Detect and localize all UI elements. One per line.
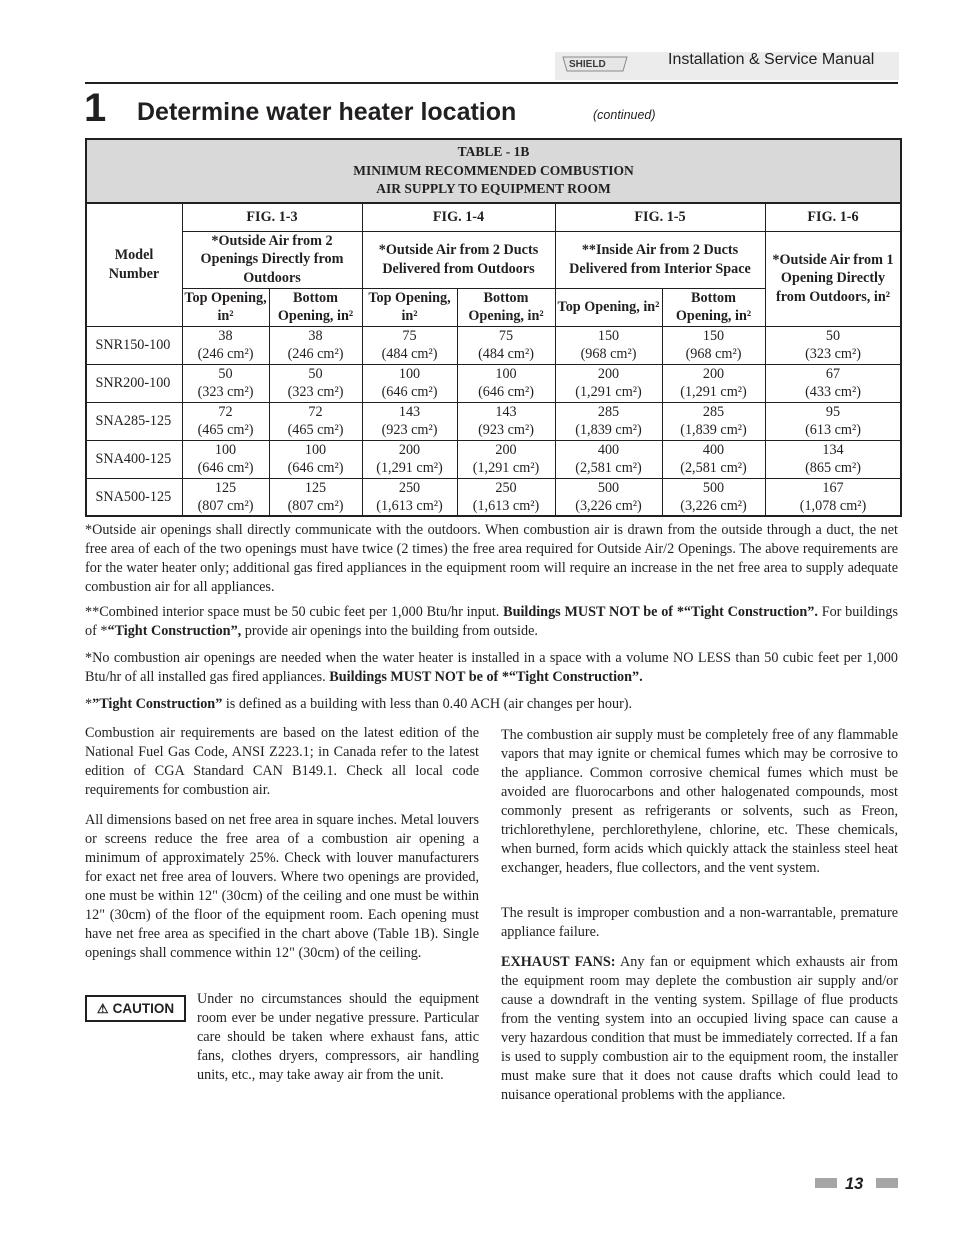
fig-header: FIG. 1-3 <box>182 203 362 231</box>
note-no-openings: *No combustion air openings are needed when the water heater is installed in a space with a volume NO LESS than 50 cubic feet per 1,000 Btu/hr of all installed gas fired appliances. Buildings MUST NOT be of *“Tight Construction”. <box>85 650 898 685</box>
sub-header-bottom: Bottom Opening, in² <box>269 288 362 326</box>
model-number: SNA500-125 <box>86 478 182 516</box>
table-cell: 200 (1,291 cm²) <box>662 364 765 402</box>
left-paragraph-1: Combustion air requirements are based on the latest edition of the National Fuel Gas Code, ANSI Z223.1; in Canada refer to the latest edition of CGA Standard CAN B149.1. Check all local code requirements for combustion air. <box>85 725 479 798</box>
fig-description: **Inside Air from 2 Ducts Delivered from Interior Space <box>555 231 765 288</box>
table-cell: 125 (807 cm²) <box>269 478 362 516</box>
combustion-air-table <box>85 138 902 517</box>
table-cell: 100 (646 cm²) <box>269 440 362 478</box>
note-outside-air: *Outside air openings shall directly communicate with the outdoors. When combustion air is drawn from the outside through a duct, the net free area of each of the two openings must have twice (2 times) the free area required for Outside Air/2 Openings. The above requirements are for the water heater only; additional gas fired appliances in the equipment room will require an increase in the net free area to supply adequate combustion air for all appliances. <box>85 522 898 595</box>
table-cell: 285 (1,839 cm²) <box>662 402 765 440</box>
table-cell: 75 (484 cm²) <box>457 326 555 364</box>
right-paragraph-1: The combustion air supply must be completely free of any flammable vapors that may ignite or chemical fumes which may be corrosive to the appliance. Common corrosive chemical fumes which must be avoided are fluorocarbons and other halogenated compounds, most commonly present as refrigerants or solvents, such as Freon, trichlorethylene, perchlorethylene, chlorine, etc. These chemicals, when burned, form acids which quickly attack the stainless steel heat exchanger, headers, flue collectors, and the vent system. <box>501 727 898 876</box>
fig-header: FIG. 1-6 <box>765 203 901 231</box>
table-title <box>86 139 901 203</box>
table-row <box>86 440 901 478</box>
footer-bar-right <box>876 1178 898 1188</box>
right-paragraph-2: The result is improper combustion and a non-warrantable, premature appliance failure. <box>501 905 898 940</box>
table-cell: 38 (246 cm²) <box>182 326 269 364</box>
model-number: SNA400-125 <box>86 440 182 478</box>
page-number: 13 <box>845 1175 864 1193</box>
section-number: 1 <box>84 86 107 130</box>
section-title: Determine water heater location <box>137 98 517 126</box>
sub-header-top: Top Opening, in² <box>555 288 662 326</box>
table-cell: 500 (3,226 cm²) <box>662 478 765 516</box>
fig-description: *Outside Air from 1 Opening Directly from Outdoors, in² <box>765 231 901 326</box>
table-cell: 67 (433 cm²) <box>765 364 901 402</box>
manual-title: Installation & Service Manual <box>668 51 875 68</box>
logo-text: SHIELD <box>569 59 606 70</box>
fig-description: *Outside Air from 2 Openings Directly from Outdoors <box>182 231 362 288</box>
header-rule <box>85 82 898 84</box>
table-cell: 95 (613 cm²) <box>765 402 901 440</box>
sub-header-top: Top Opening, in² <box>362 288 457 326</box>
table-row <box>86 326 901 364</box>
table-cell: 285 (1,839 cm²) <box>555 402 662 440</box>
table-row <box>86 402 901 440</box>
table-title-line: TABLE - 1B <box>457 144 530 160</box>
table-cell: 250 (1,613 cm²) <box>362 478 457 516</box>
table-cell: 75 (484 cm²) <box>362 326 457 364</box>
caution-text: Under no circumstances should the equipment room ever be under negative pressure. Particular care should be taken where exhaust fans, attic fans, clothes dryers, compressors, air handling units, etc., may take away air from the unit. <box>197 991 479 1083</box>
table-cell: 167 (1,078 cm²) <box>765 478 901 516</box>
table-title-line: MINIMUM RECOMMENDED COMBUSTION <box>353 162 634 178</box>
table-cell: 50 (323 cm²) <box>269 364 362 402</box>
fig-header: FIG. 1-4 <box>362 203 555 231</box>
table-cell: 100 (646 cm²) <box>182 440 269 478</box>
continued-label: (continued) <box>593 108 656 122</box>
left-paragraph-2: All dimensions based on net free area in square inches. Metal louvers or screens reduce the free area of a combustion air opening a minimum of approximately 25%. Check with louver manufacturers for exact net free area of louvers. Where two openings are provided, one must be within 12" (30cm) of the ceiling and one must be within 12" (30cm) of the floor of the equipment room. Each opening must have net free area as specified in the chart above (Table 1B). Single openings shall commence within 12" (30cm) of the ceiling. <box>85 812 479 961</box>
right-paragraph-exhaust-fans: EXHAUST FANS: Any fan or equipment which exhausts air from the equipment room may deplete the combustion air supply and/or cause a downdraft in the venting system. Spillage of flue products from the venting system into an occupied living space can cause a very hazardous condition that must be immediately corrected. If a fan is used to supply combustion air to the equipment room, the installer must make sure that it does not cause drafts which could lead to nuisance operational problems with the appliance. <box>501 954 898 1103</box>
model-number-header: Model Number <box>86 203 182 326</box>
table-cell: 150 (968 cm²) <box>555 326 662 364</box>
table-cell: 72 (465 cm²) <box>182 402 269 440</box>
warning-icon: ⚠ <box>96 1001 109 1016</box>
table-cell: 134 (865 cm²) <box>765 440 901 478</box>
fig-description: *Outside Air from 2 Ducts Delivered from Outdoors <box>362 231 555 288</box>
caution-label: ⚠ CAUTION <box>85 995 186 1022</box>
table-cell: 100 (646 cm²) <box>362 364 457 402</box>
table-cell: 100 (646 cm²) <box>457 364 555 402</box>
sub-header-bottom: Bottom Opening, in² <box>457 288 555 326</box>
table-cell: 200 (1,291 cm²) <box>457 440 555 478</box>
table-cell: 50 (323 cm²) <box>182 364 269 402</box>
model-number: SNR150-100 <box>86 326 182 364</box>
table-cell: 500 (3,226 cm²) <box>555 478 662 516</box>
table-cell: 250 (1,613 cm²) <box>457 478 555 516</box>
table-title-line: AIR SUPPLY TO EQUIPMENT ROOM <box>376 181 611 197</box>
table-cell: 72 (465 cm²) <box>269 402 362 440</box>
table-body <box>86 326 901 516</box>
note-tight-construction: *”Tight Construction” is defined as a building with less than 0.40 ACH (air changes per hour). <box>85 696 633 712</box>
note-inside-air: **Combined interior space must be 50 cubic feet per 1,000 Btu/hr input. Buildings MUST NOT be of *“Tight Construction”. For buildings of *“Tight Construction”, provide air openings into the building from outside. <box>85 604 898 639</box>
model-number: SNA285-125 <box>86 402 182 440</box>
sub-header-bottom: Bottom Opening, in² <box>662 288 765 326</box>
table-cell: 143 (923 cm²) <box>457 402 555 440</box>
fig-header: FIG. 1-5 <box>555 203 765 231</box>
model-number: SNR200-100 <box>86 364 182 402</box>
table-row <box>86 364 901 402</box>
table-cell: 400 (2,581 cm²) <box>555 440 662 478</box>
table-cell: 200 (1,291 cm²) <box>362 440 457 478</box>
table-cell: 200 (1,291 cm²) <box>555 364 662 402</box>
table-row <box>86 478 901 516</box>
table-cell: 38 (246 cm²) <box>269 326 362 364</box>
table-cell: 150 (968 cm²) <box>662 326 765 364</box>
table-cell: 50 (323 cm²) <box>765 326 901 364</box>
sub-header-top: Top Opening, in² <box>182 288 269 326</box>
table-cell: 125 (807 cm²) <box>182 478 269 516</box>
footer-bar-left <box>815 1178 837 1188</box>
table-cell: 400 (2,581 cm²) <box>662 440 765 478</box>
table-cell: 143 (923 cm²) <box>362 402 457 440</box>
shield-logo <box>561 54 631 74</box>
